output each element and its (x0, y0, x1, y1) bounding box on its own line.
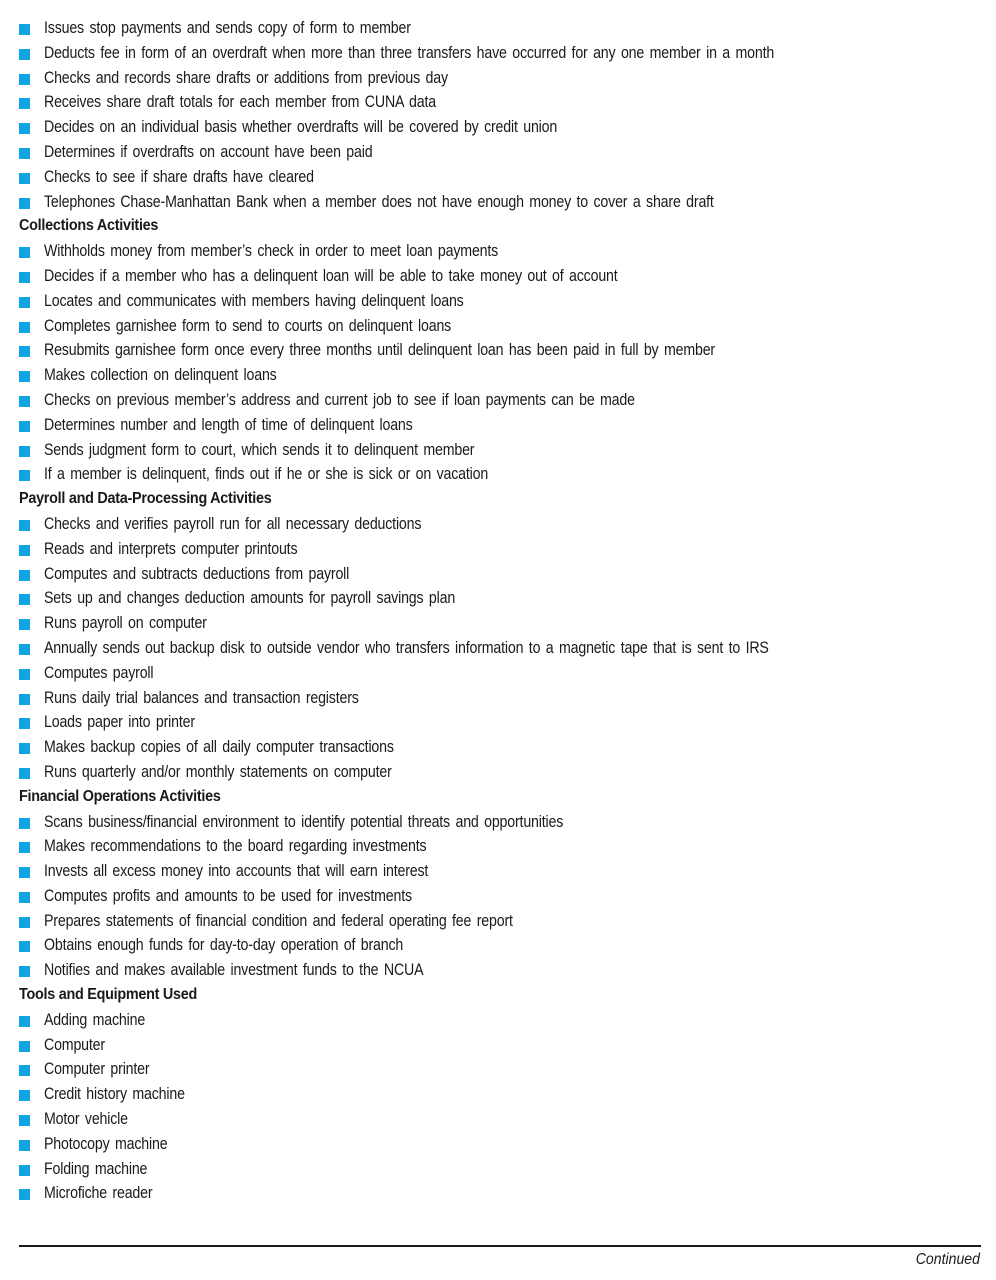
list-item-text: Loads paper into printer (44, 713, 195, 732)
list-item-text: Completes garnishee form to send to courts on delinquent loans (44, 316, 452, 335)
continued-label: Continued (915, 1251, 980, 1268)
list-item (19, 661, 981, 686)
footer-rule (19, 1245, 981, 1247)
list-item-text: Checks and records share drafts or additions from previous day (44, 68, 448, 87)
list-item (19, 1157, 981, 1182)
list-item-text: Computer (44, 1035, 105, 1054)
list-item-text: Receives share draft totals for each member from CUNA data (44, 93, 436, 112)
section-tools (19, 983, 981, 1206)
list-item (19, 933, 981, 958)
square-bullet-icon (19, 173, 30, 184)
list-item-text: If a member is delinquent, finds out if he or she is sick or on vacation (44, 465, 489, 484)
list-item-text: Decides on an individual basis whether overdrafts will be covered by credit union (44, 118, 558, 137)
square-bullet-icon (19, 1090, 30, 1101)
list-item-text: Annually sends out backup disk to outside vendor who transfers information to a magnetic tape that is sent to IRS (44, 638, 769, 657)
bulleted-list (19, 810, 981, 984)
list-item-text: Runs payroll on computer (44, 614, 207, 633)
list-item (19, 1107, 981, 1132)
square-bullet-icon (19, 545, 30, 556)
bulleted-list (19, 1008, 981, 1206)
list-item (19, 1033, 981, 1058)
list-item (19, 512, 981, 537)
list-item-text: Runs quarterly and/or monthly statements on computer (44, 762, 392, 781)
list-item (19, 90, 981, 115)
square-bullet-icon (19, 446, 30, 457)
square-bullet-icon (19, 743, 30, 754)
square-bullet-icon (19, 421, 30, 432)
list-item-text: Microfiche reader (44, 1184, 153, 1203)
list-item (19, 314, 981, 339)
square-bullet-icon (19, 272, 30, 283)
square-bullet-icon (19, 694, 30, 705)
list-item-text: Withholds money from member’s check in order to meet loan payments (44, 242, 499, 261)
list-item (19, 760, 981, 785)
list-item-text: Computes profits and amounts to be used for investments (44, 886, 412, 905)
list-item (19, 810, 981, 835)
square-bullet-icon (19, 1140, 30, 1151)
list-item (19, 140, 981, 165)
list-item (19, 16, 981, 41)
section-payroll (19, 487, 981, 785)
section-heading: Payroll and Data-Processing Activities (19, 490, 272, 508)
list-item (19, 115, 981, 140)
list-item (19, 859, 981, 884)
list-item-text: Computes payroll (44, 663, 154, 682)
list-item-text: Folding machine (44, 1159, 148, 1178)
square-bullet-icon (19, 917, 30, 928)
square-bullet-icon (19, 1189, 30, 1200)
list-item-text: Deducts fee in form of an overdraft when more than three transfers have occurred for any one member in a month (44, 43, 775, 62)
list-item (19, 537, 981, 562)
list-item-text: Invests all excess money into accounts that will earn interest (44, 862, 429, 881)
square-bullet-icon (19, 371, 30, 382)
square-bullet-icon (19, 1115, 30, 1126)
list-item (19, 413, 981, 438)
list-item-text: Sends judgment form to court, which sends it to delinquent member (44, 440, 475, 459)
duties-list (19, 16, 981, 1206)
section-heading: Tools and Equipment Used (19, 986, 198, 1004)
list-item (19, 338, 981, 363)
square-bullet-icon (19, 867, 30, 878)
list-item (19, 611, 981, 636)
section-collections (19, 214, 981, 487)
section-heading: Collections Activities (19, 217, 159, 235)
square-bullet-icon (19, 570, 30, 581)
list-item-text: Photocopy machine (44, 1134, 168, 1153)
square-bullet-icon (19, 619, 30, 630)
list-item (19, 884, 981, 909)
list-item-text: Adding machine (44, 1010, 146, 1029)
list-item-text: Checks and verifies payroll run for all necessary deductions (44, 514, 422, 533)
list-item-text: Issues stop payments and sends copy of form to member (44, 19, 411, 37)
square-bullet-icon (19, 1065, 30, 1076)
square-bullet-icon (19, 74, 30, 85)
square-bullet-icon (19, 24, 30, 35)
square-bullet-icon (19, 842, 30, 853)
list-item-text: Reads and interprets computer printouts (44, 539, 298, 558)
section-top-activities (19, 16, 981, 214)
list-item (19, 1008, 981, 1033)
list-item (19, 264, 981, 289)
list-item (19, 562, 981, 587)
square-bullet-icon (19, 966, 30, 977)
square-bullet-icon (19, 297, 30, 308)
list-item (19, 165, 981, 190)
list-item (19, 735, 981, 760)
list-item (19, 636, 981, 661)
list-item (19, 239, 981, 264)
list-item-text: Sets up and changes deduction amounts for payroll savings plan (44, 589, 456, 608)
list-item (19, 41, 981, 66)
list-item (19, 66, 981, 91)
list-item (19, 438, 981, 463)
square-bullet-icon (19, 396, 30, 407)
list-item (19, 190, 981, 215)
bulleted-list (19, 239, 981, 487)
square-bullet-icon (19, 594, 30, 605)
square-bullet-icon (19, 198, 30, 209)
square-bullet-icon (19, 644, 30, 655)
square-bullet-icon (19, 1041, 30, 1052)
square-bullet-icon (19, 941, 30, 952)
square-bullet-icon (19, 669, 30, 680)
square-bullet-icon (19, 49, 30, 60)
square-bullet-icon (19, 818, 30, 829)
square-bullet-icon (19, 123, 30, 134)
list-item (19, 462, 981, 487)
list-item-text: Makes collection on delinquent loans (44, 366, 277, 385)
bulleted-list (19, 512, 981, 785)
list-item (19, 289, 981, 314)
square-bullet-icon (19, 247, 30, 258)
square-bullet-icon (19, 1016, 30, 1027)
list-item-text: Notifies and makes available investment funds to the NCUA (44, 961, 424, 980)
list-item-text: Makes backup copies of all daily computer transactions (44, 738, 394, 757)
section-financial (19, 785, 981, 983)
list-item (19, 1082, 981, 1107)
list-item (19, 363, 981, 388)
square-bullet-icon (19, 520, 30, 531)
list-item (19, 586, 981, 611)
square-bullet-icon (19, 98, 30, 109)
list-item-text: Makes recommendations to the board regarding investments (44, 837, 427, 856)
list-item (19, 1181, 981, 1206)
list-item-text: Determines number and length of time of delinquent loans (44, 415, 413, 434)
list-item-text: Runs daily trial balances and transaction registers (44, 688, 359, 707)
list-item-text: Resubmits garnishee form once every three months until delinquent loan has been paid in full by member (44, 341, 715, 360)
list-item-text: Credit history machine (44, 1085, 185, 1104)
list-item-text: Computer printer (44, 1060, 150, 1079)
list-item (19, 958, 981, 983)
square-bullet-icon (19, 148, 30, 159)
list-item-text: Locates and communicates with members having delinquent loans (44, 291, 464, 310)
list-item-text: Decides if a member who has a delinquent loan will be able to take money out of account (44, 266, 618, 285)
list-item-text: Checks to see if share drafts have cleared (44, 167, 314, 186)
square-bullet-icon (19, 322, 30, 333)
list-item (19, 909, 981, 934)
square-bullet-icon (19, 718, 30, 729)
list-item-text: Scans business/financial environment to identify potential threats and opportunities (44, 812, 564, 831)
list-item-text: Computes and subtracts deductions from payroll (44, 564, 350, 583)
list-item (19, 388, 981, 413)
list-item (19, 686, 981, 711)
list-item-text: Prepares statements of financial condition and federal operating fee report (44, 911, 513, 930)
list-item-text: Obtains enough funds for day-to-day operation of branch (44, 936, 404, 955)
list-item-text: Determines if overdrafts on account have been paid (44, 142, 373, 161)
square-bullet-icon (19, 892, 30, 903)
list-item (19, 834, 981, 859)
list-item-text: Motor vehicle (44, 1110, 128, 1129)
list-item (19, 1057, 981, 1082)
section-heading: Financial Operations Activities (19, 787, 221, 805)
square-bullet-icon (19, 470, 30, 481)
list-item-text: Telephones Chase-Manhattan Bank when a member does not have enough money to cover a share draft (44, 192, 714, 211)
bulleted-list (19, 16, 981, 214)
square-bullet-icon (19, 1165, 30, 1176)
list-item (19, 710, 981, 735)
square-bullet-icon (19, 768, 30, 779)
list-item-text: Checks on previous member’s address and current job to see if loan payments can be made (44, 390, 635, 409)
square-bullet-icon (19, 346, 30, 357)
list-item (19, 1132, 981, 1157)
